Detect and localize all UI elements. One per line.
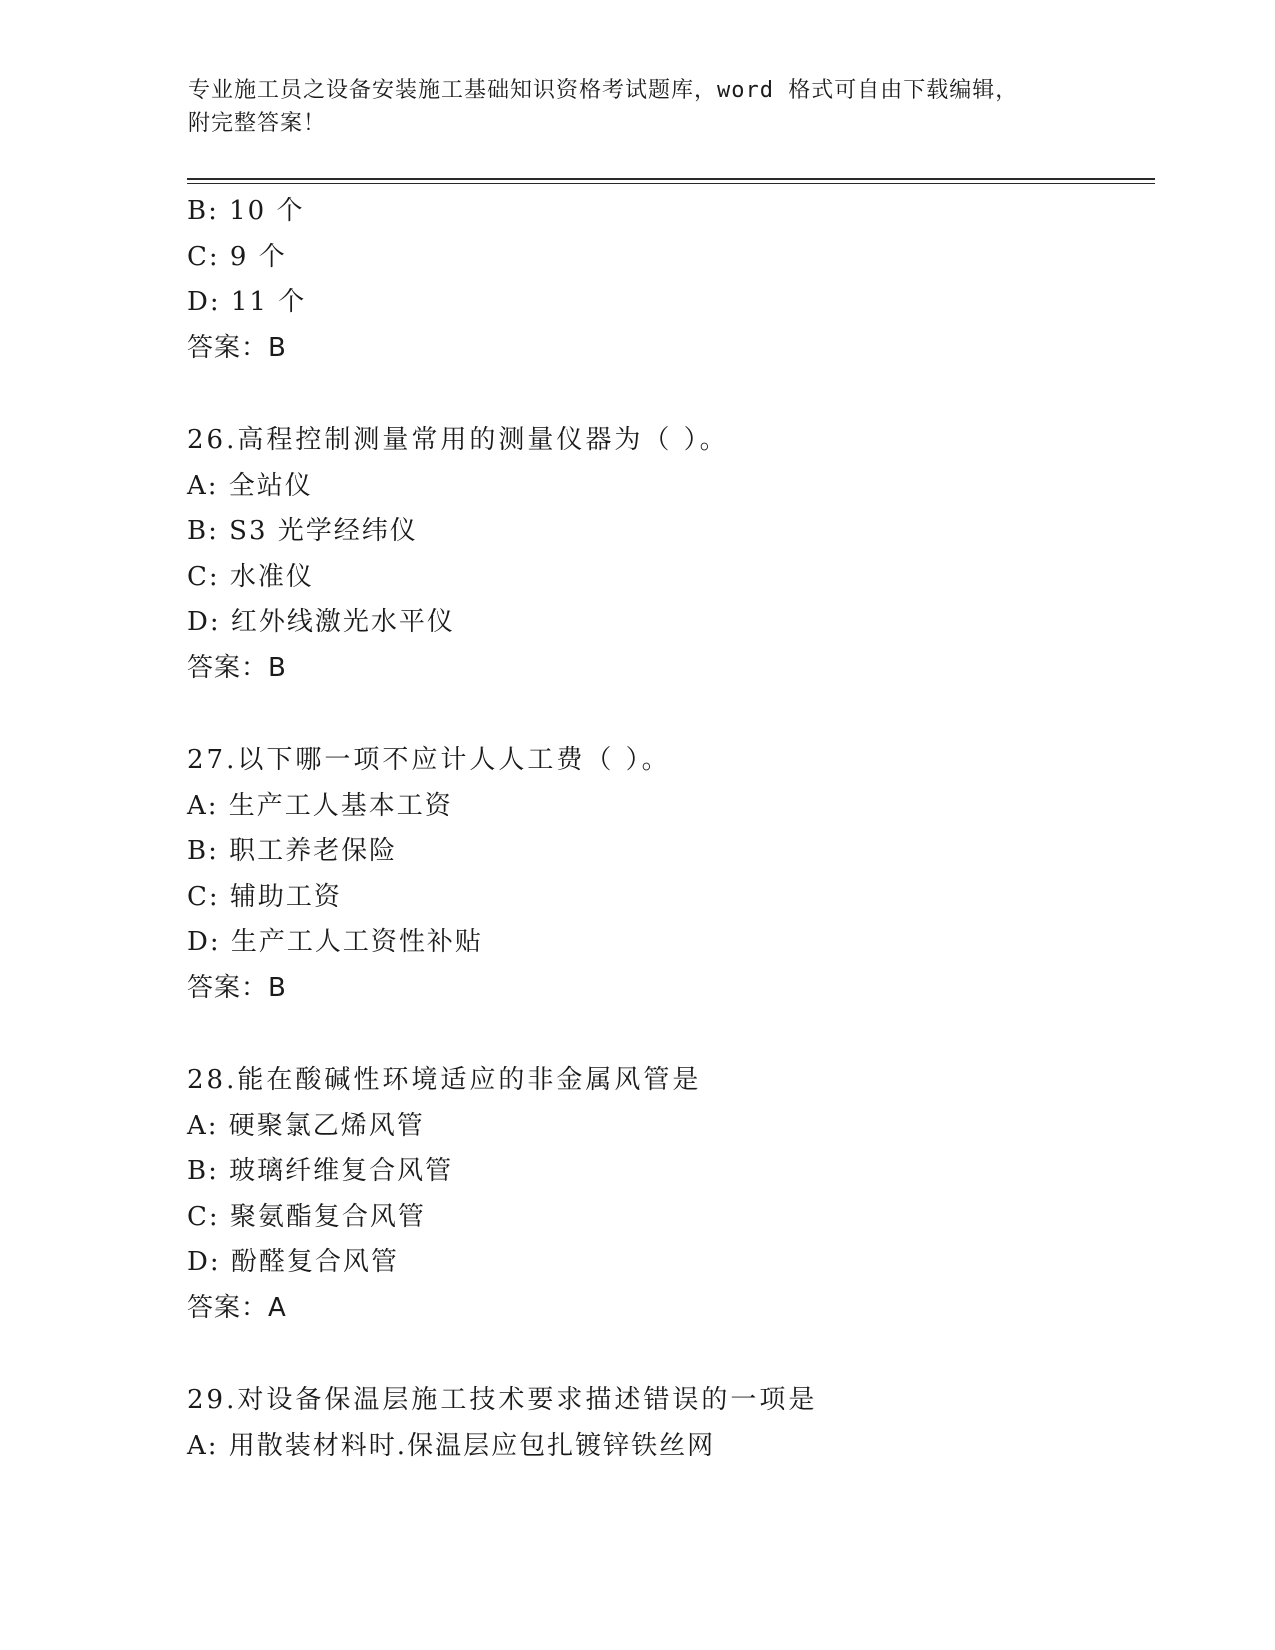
- question-text: 26.高程控制测量常用的测量仪器为（ ）。: [187, 425, 729, 455]
- header-divider-thick: [187, 178, 1155, 180]
- block-gap: [187, 1331, 1147, 1378]
- question-text: 27.以下哪一项不应计人人工费（ ）。: [187, 745, 671, 775]
- answer-line: 答案：B: [187, 972, 287, 1003]
- option-c: C: 辅助工资: [187, 881, 342, 912]
- option-a: A: 全站仪: [187, 470, 313, 501]
- block-gap: [187, 1011, 1147, 1058]
- question-text: 29.对设备保温层施工技术要求描述错误的一项是: [187, 1385, 818, 1415]
- option-b: B: 10 个: [187, 196, 305, 226]
- block-gap: [187, 371, 1147, 418]
- block-gap: [187, 691, 1147, 738]
- option-a: A: 硬聚氯乙烯风管: [187, 1110, 425, 1141]
- question-block-27: [187, 738, 1147, 1011]
- question-block-28: [187, 1058, 1147, 1331]
- question-block-26: [187, 418, 1147, 691]
- answer-line: 答案：B: [187, 652, 287, 683]
- header-line-2: 附完整答案！: [188, 111, 327, 136]
- option-d: D: 生产工人工资性补贴: [187, 927, 483, 957]
- question-block-29: [187, 1378, 1147, 1469]
- header-divider-thin: [187, 183, 1155, 184]
- option-d: D: 酚醛复合风管: [187, 1247, 399, 1277]
- option-c: C: 9 个: [187, 241, 287, 272]
- question-block-25: [187, 189, 1147, 371]
- option-b: B: 职工养老保险: [187, 836, 398, 866]
- page-header: [188, 74, 1088, 140]
- answer-line: 答案：A: [187, 1292, 287, 1323]
- question-list: [187, 189, 1147, 1469]
- option-c: C: 聚氨酯复合风管: [187, 1201, 426, 1232]
- option-b: B: S3 光学经纬仪: [187, 516, 418, 546]
- option-d: D: 红外线激光水平仪: [187, 607, 455, 637]
- answer-line: 答案：B: [187, 332, 287, 363]
- option-a: A: 用散装材料时.保温层应包扎镀锌铁丝网: [187, 1430, 716, 1461]
- option-b: B: 玻璃纤维复合风管: [187, 1156, 454, 1186]
- header-line-1: 专业施工员之设备安装施工基础知识资格考试题库，word 格式可自由下载编辑，: [188, 78, 1019, 103]
- option-a: A: 生产工人基本工资: [187, 790, 453, 821]
- option-c: C: 水准仪: [187, 561, 314, 592]
- question-text: 28.能在酸碱性环境适应的非金属风管是: [187, 1065, 702, 1095]
- option-d: D: 11 个: [187, 287, 307, 317]
